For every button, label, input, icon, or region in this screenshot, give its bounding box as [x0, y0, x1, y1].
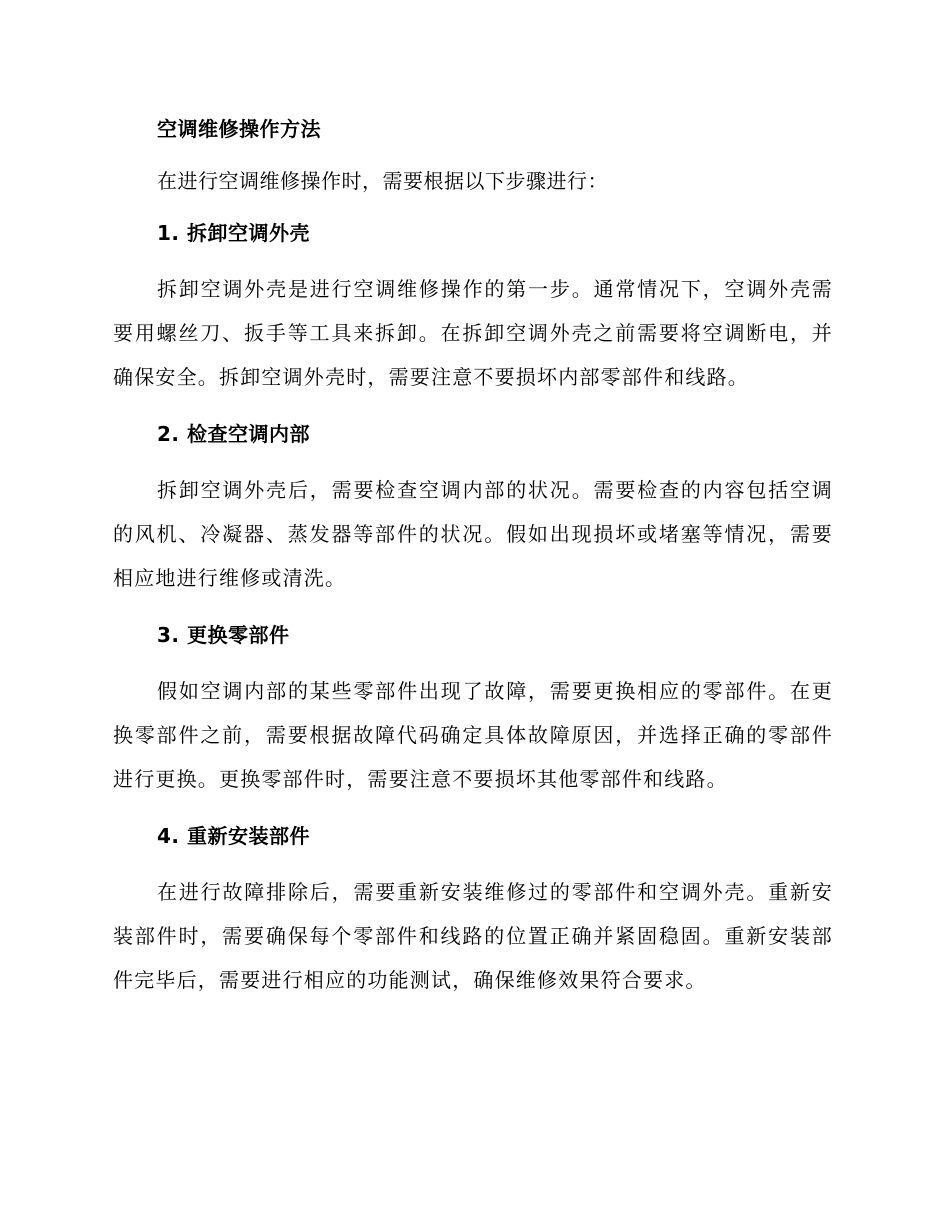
intro-paragraph: 在进行空调维修操作时，需要根据以下步骤进行：: [157, 169, 608, 193]
section-heading-1: 1. 拆卸空调外壳: [157, 221, 310, 245]
section-body-4: 在进行故障排除后，需要重新安装维修过的零部件和空调外壳。重新安装部件时，需要确保每个零部件和线路的位置正确并紧固稳固。重新安装部件完毕后，需要进行相应的功能测试，确保维修效果符合要求。: [113, 880, 833, 992]
document-content: [113, 112, 833, 1002]
section-body-2: 拆卸空调外壳后，需要检查空调内部的状况。需要检查的内容包括空调的风机、冷凝器、蒸发器等部件的状况。假如出现损坏或堵塞等情况，需要相应地进行维修或清洗。: [113, 478, 833, 590]
section-heading-2: 2. 检查空调内部: [157, 422, 310, 446]
document-title: 空调维修操作方法: [157, 117, 321, 141]
section-body-3: 假如空调内部的某些零部件出现了故障，需要更换相应的零部件。在更换零部件之前，需要根据故障代码确定具体故障原因，并选择正确的零部件进行更换。更换零部件时，需要注意不要损坏其他零部件和线路。: [113, 679, 833, 791]
section-body-1: 拆卸空调外壳是进行空调维修操作的第一步。通常情况下，空调外壳需要用螺丝刀、扳手等工具来拆卸。在拆卸空调外壳之前需要将空调断电，并确保安全。拆卸空调外壳时，需要注意不要损坏内部零部件和线路。: [113, 277, 833, 389]
section-heading-3: 3. 更换零部件: [157, 623, 290, 647]
section-heading-4: 4. 重新安装部件: [157, 824, 310, 848]
